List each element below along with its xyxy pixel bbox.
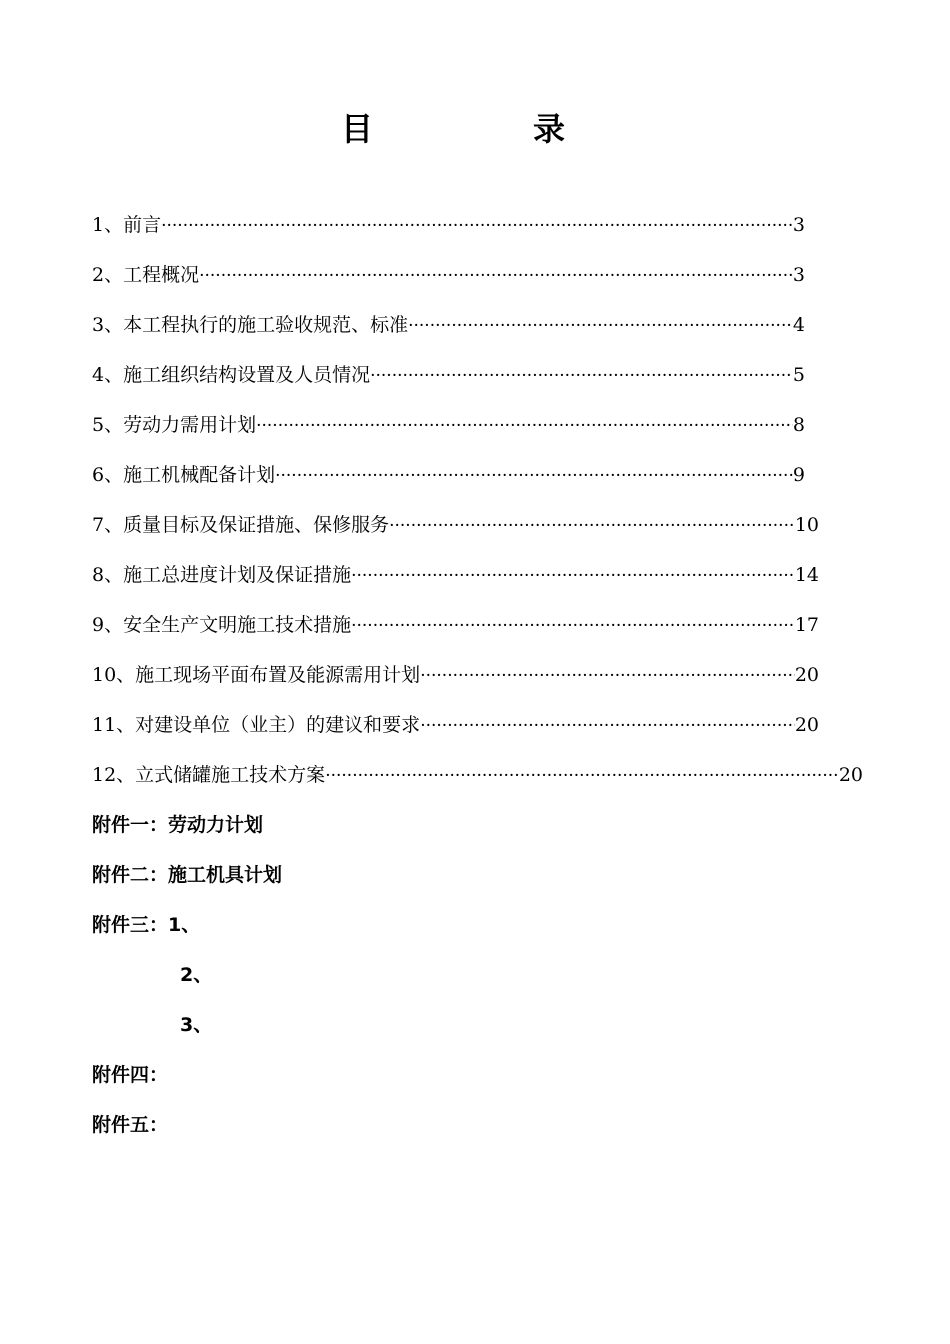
annex-5: 附件五： [92,1114,169,1136]
toc-leader-dots [420,701,795,751]
toc-entry-page: 8 [792,414,805,436]
toc-entry [92,450,805,500]
toc-entry [92,500,819,550]
annex-4: 附件四： [92,1064,169,1086]
page-title: 目 录 [340,110,629,148]
toc-entry [92,700,819,750]
toc-entry-page: 10 [794,514,819,536]
toc-entry-page: 20 [794,714,819,736]
toc-leader-dots [408,301,793,351]
toc-entry-page: 4 [792,314,805,336]
annex-2: 附件二：施工机具计划 [92,864,283,886]
toc-entry [92,200,805,250]
toc-entry-page: 5 [792,364,805,386]
toc-entry-text: 5、劳动力需用计划 [92,414,257,436]
annex-3-item-2: 2、 [180,964,213,986]
toc-entry-text: 6、施工机械配备计划 [92,464,276,486]
toc-entry-page: 3 [792,264,805,286]
toc-entry-text: 8、施工总进度计划及保证措施 [92,564,352,586]
toc-leader-dots [351,601,795,651]
toc-leader-dots [370,351,793,401]
toc-entry [92,350,805,400]
toc-leader-dots [420,651,795,701]
toc-entry-page: 3 [792,214,805,236]
toc-leader-dots [199,251,793,301]
annex-list [92,800,282,1150]
toc-entry-text: 11、对建设单位（业主）的建议和要求 [92,714,421,736]
toc-entry-page: 14 [794,564,819,586]
toc-entry-text: 1、前言 [92,214,162,236]
toc-leader-dots [351,551,795,601]
toc-entry [92,250,805,300]
toc-entry-text: 7、质量目标及保证措施、保修服务 [92,514,390,536]
toc-entry-text: 2、工程概况 [92,264,200,286]
toc-leader-dots [389,501,795,551]
toc-leader-dots [275,451,793,501]
toc-entry-text: 9、安全生产文明施工技术措施 [92,614,352,636]
toc-entry [92,550,819,600]
annex-3-item-3: 3、 [180,1014,213,1036]
annex-3: 附件三：1、 [92,914,201,936]
toc-entry-text: 12、立式储罐施工技术方案 [92,764,326,786]
toc-entry-text: 10、施工现场平面布置及能源需用计划 [92,664,421,686]
toc-entry-page: 20 [838,764,863,786]
toc-entry-page: 17 [794,614,819,636]
toc-leader-dots [256,401,793,451]
toc-entry [92,650,819,700]
toc-entry [92,750,863,800]
toc-leader-dots [325,751,839,801]
table-of-contents [92,200,863,800]
toc-entry-text: 4、施工组织结构设置及人员情况 [92,364,371,386]
toc-entry-text: 3、本工程执行的施工验收规范、标准 [92,314,409,336]
toc-entry [92,600,819,650]
toc-entry-page: 20 [794,664,819,686]
toc-entry-page: 9 [792,464,805,486]
toc-leader-dots [161,201,793,251]
annex-1: 附件一：劳动力计划 [92,814,264,836]
toc-entry [92,300,805,350]
toc-entry [92,400,805,450]
